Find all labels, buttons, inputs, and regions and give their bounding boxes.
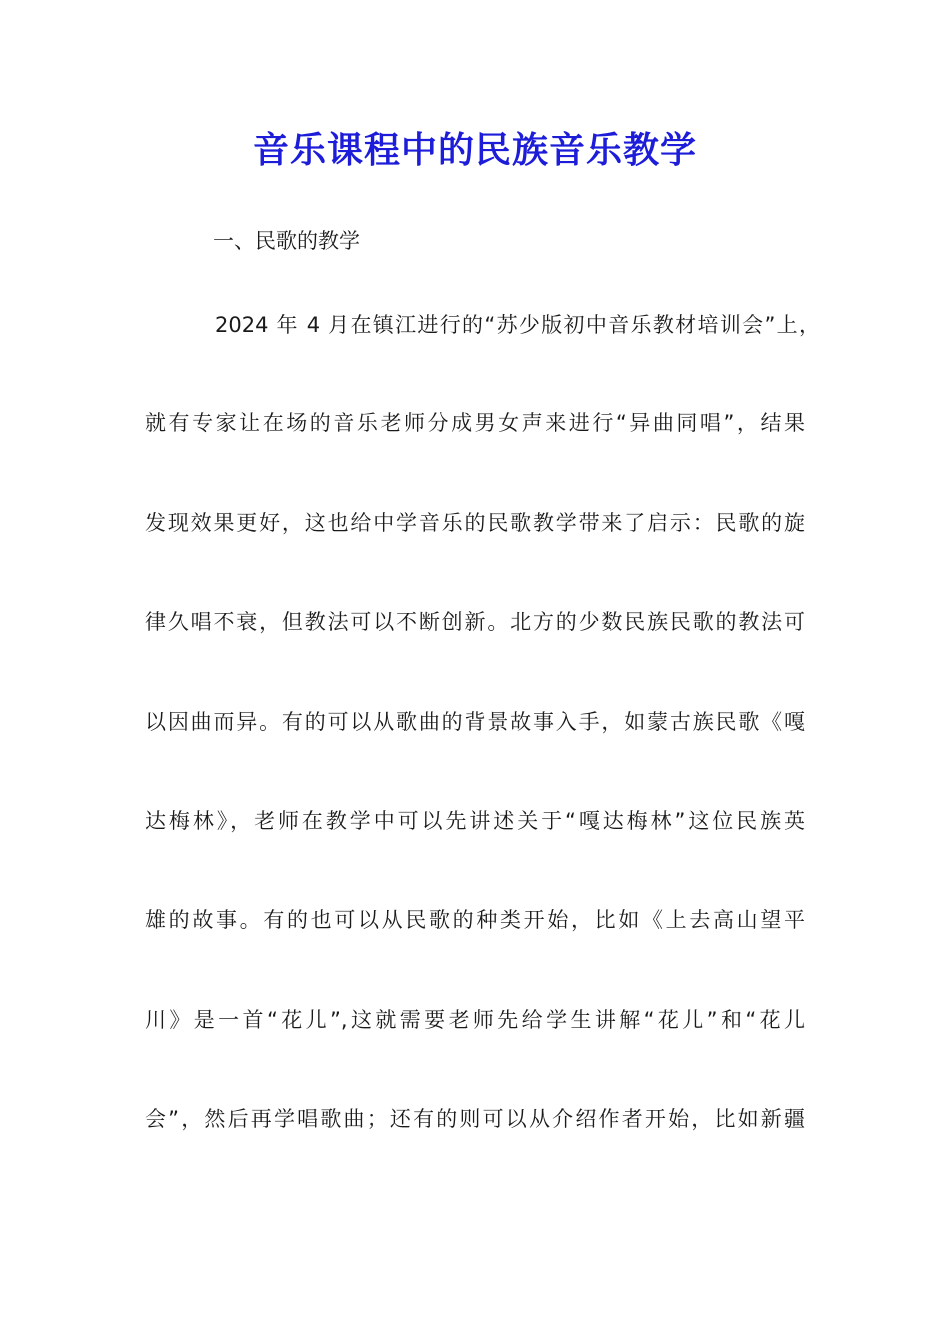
paragraph-line-8: 川》是一首“花儿”,这就需要老师先给学生讲解“花儿”和“花儿 (145, 1008, 805, 1032)
paragraph-line-4: 律久唱不衰，但教法可以不断创新。北方的少数民族民歌的教法可 (145, 610, 805, 634)
paragraph-line-9: 会”，然后再学唱歌曲；还有的则可以从介绍作者开始，比如新疆 (145, 1107, 805, 1131)
paragraph-line-5: 以因曲而异。有的可以从歌曲的背景故事入手，如蒙古族民歌《嘎 (145, 710, 805, 734)
paragraph-line-6: 达梅林》，老师在教学中可以先讲述关于“嘎达梅林”这位民族英 (145, 809, 805, 833)
paragraph-line-1: 2024 年 4 月在镇江进行的“苏少版初中音乐教材培训会”上， (215, 313, 820, 337)
paragraph-line-3: 发现效果更好，这也给中学音乐的民歌教学带来了启示：民歌的旋 (145, 511, 805, 535)
section-heading: 一、民歌的教学 (213, 229, 360, 253)
paragraph-line-2: 就有专家让在场的音乐老师分成男女声来进行“异曲同唱”，结果 (145, 411, 805, 435)
document-title: 音乐课程中的民族音乐教学 (252, 129, 697, 171)
paragraph-line-7: 雄的故事。有的也可以从民歌的种类开始，比如《上去高山望平 (145, 908, 805, 932)
